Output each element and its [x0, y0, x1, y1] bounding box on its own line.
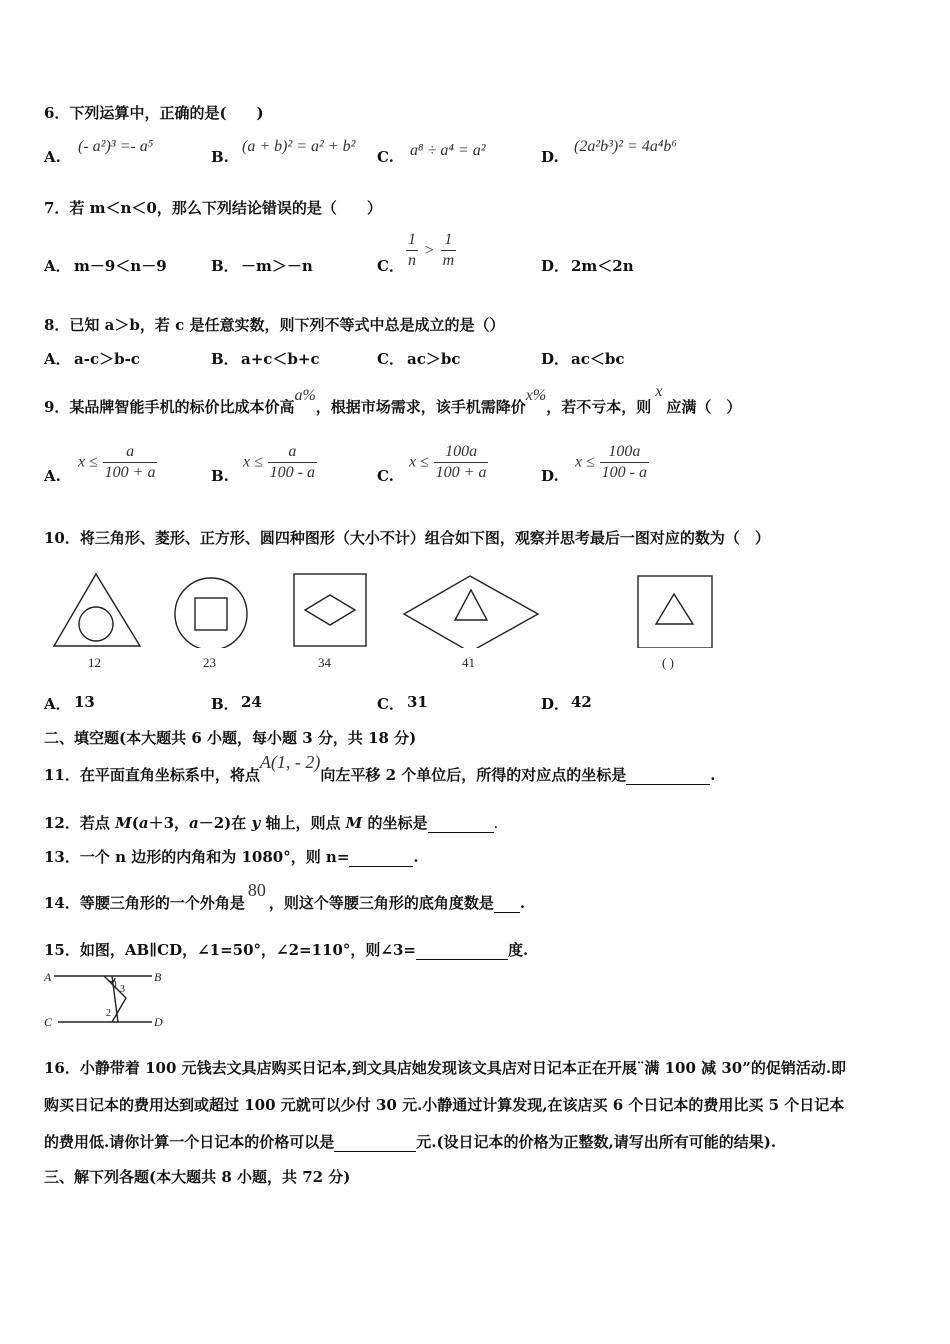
- q16-answer-blank[interactable]: [334, 1133, 416, 1152]
- q8-option-a-text: a-c＞b-c: [74, 350, 140, 368]
- q12-m5: M: [345, 814, 363, 832]
- q10-option-a-text: 13: [74, 693, 95, 711]
- q10-option-c-text: 31: [407, 693, 428, 711]
- q6-option-b-expr: (a + b)² = a² + b²: [242, 138, 356, 155]
- q7-frac-1-num: 1: [406, 230, 418, 251]
- q10-option-b-label: B．: [211, 695, 239, 713]
- q10-fig1-triangle: [54, 574, 140, 646]
- q7-option-a-text: m－9＜n－9: [74, 257, 167, 275]
- q12-m1: M: [115, 814, 132, 832]
- q10-option-d-label: D．: [541, 695, 570, 713]
- q9-option-b-label: B.: [211, 467, 229, 485]
- q11-part2: 向左平移 2 个单位后，所得的对应点的坐标是: [320, 766, 627, 784]
- q9-option-d-expr: [575, 442, 649, 483]
- q9-math-x: x: [655, 383, 663, 400]
- q12-part3: ＋3，: [148, 814, 189, 832]
- q10-fig3-label: 34: [318, 655, 331, 670]
- q10-fig2-square: [195, 598, 227, 630]
- q14-end: .: [519, 894, 526, 912]
- q10-fig5-label: ( ): [662, 655, 674, 670]
- q9-d-num: 100a: [600, 442, 649, 463]
- q8-option-c-text: ac＞bc: [407, 350, 461, 368]
- q16-line3-part1: 的费用低.请你计算一个日记本的价格可以是: [44, 1133, 335, 1151]
- q8-option-d-text: ac＜bc: [571, 350, 625, 368]
- q10-fig5-square: [638, 576, 712, 648]
- q7-frac-1-den: n: [408, 252, 416, 269]
- q14-answer-blank[interactable]: [494, 894, 520, 913]
- q9-math-a-percent: a%: [294, 387, 316, 404]
- q14-angle-80: 80: [247, 880, 266, 900]
- q15-label-1: 1: [113, 980, 118, 991]
- q9-c-lhs: x ≤: [409, 453, 429, 471]
- q12-part4: －2)在: [198, 814, 252, 832]
- q6-option-d-expr: (2a²b³)² = 4a⁴b⁶: [574, 138, 677, 155]
- q10-figure: [44, 568, 724, 648]
- q10-option-b-text: 24: [241, 693, 262, 711]
- q9-option-a-label: A.: [44, 467, 61, 485]
- q9-a-lhs: x ≤: [78, 453, 98, 471]
- q7-option-c-expr: [406, 230, 456, 271]
- q10-fig2-label: 23: [203, 655, 216, 670]
- q9-option-c-expr: [409, 442, 488, 483]
- q8-option-b-label: B．: [211, 350, 239, 368]
- q9-stem-part1: 9．某品牌智能手机的标价比成本价高: [44, 398, 295, 416]
- q10-stem: 10．将三角形、菱形、正方形、圆四种图形（大小不计）组合如下图，观察并思考最后一图对应的数为（ ）: [44, 529, 770, 547]
- q7-frac-2-den: m: [442, 252, 455, 269]
- q9-d-lhs: x ≤: [575, 453, 595, 471]
- q9-c-den: 100 + a: [435, 464, 487, 481]
- q9-b-den: 100 - a: [269, 464, 315, 481]
- q9-option-b-expr: [243, 442, 317, 483]
- q7-option-a-label: A．: [44, 257, 71, 275]
- q16-line2: 购买日记本的费用达到或超过 100 元就可以少付 30 元.小静通过计算发现,在该店买 6 个日记本的费用比买 5 个日记本: [44, 1096, 845, 1114]
- q9-a-frac: [103, 442, 158, 483]
- q9-stem-part2: ，根据市场需求，该手机需降价: [315, 398, 526, 416]
- q11-part1: 11．在平面直角坐标系中，将点: [44, 766, 260, 784]
- q7-frac-2-num: 1: [441, 230, 457, 251]
- q9-option-c-label: C.: [377, 467, 394, 485]
- q6-option-c-expr: a⁸ ÷ a⁴ = a²: [410, 142, 486, 159]
- q9-option-a-expr: [78, 442, 157, 483]
- q13: [44, 846, 419, 867]
- q12-answer-blank[interactable]: [428, 814, 494, 833]
- q7-stem: 7．若 m＜n＜0，那么下列结论错误的是（ ）: [44, 199, 382, 217]
- q9-c-frac: [434, 442, 489, 483]
- q12-m4: y: [251, 814, 261, 832]
- q11-answer-blank[interactable]: [626, 766, 710, 785]
- q7-option-d-text: 2m＜2n: [571, 257, 634, 275]
- q13-end: .: [413, 848, 419, 866]
- q6-option-b-label: B.: [211, 148, 229, 166]
- q10-fig3-diamond: [305, 595, 355, 625]
- q15-label-2: 2: [106, 1008, 111, 1019]
- q8-stem: 8．已知 a＞b，若 c 是任意实数，则下列不等式中总是成立的是（）: [44, 316, 505, 334]
- q9-d-frac: [600, 442, 649, 483]
- section-2-heading: 二、填空题(本大题共 6 小题，每小题 3 分，共 18 分): [44, 729, 417, 747]
- q12-part2: (: [131, 814, 139, 832]
- q15-part1: 15．如图，AB∥CD，∠1=50°，∠2=110°，则∠3=: [44, 941, 416, 959]
- q15-label-d: D: [154, 1015, 163, 1029]
- q14: [44, 880, 525, 914]
- q15-label-3: 3: [120, 984, 125, 995]
- q7-option-b-text: －m＞－n: [241, 257, 313, 275]
- q15-label-c: C: [44, 1015, 53, 1029]
- q8-option-b-text: a+c＜b+c: [241, 350, 320, 368]
- q10-fig4-triangle: [455, 590, 487, 620]
- q10-option-a-label: A．: [44, 695, 71, 713]
- q10-fig1-circle: [79, 607, 113, 641]
- q10-fig4-diamond: [404, 576, 538, 648]
- q16-line3-part2: 元.(设日记本的价格为正整数,请写出所有可能的结果).: [416, 1133, 777, 1151]
- q9-b-frac: [268, 442, 317, 483]
- q6-option-c-label: C.: [377, 148, 394, 166]
- q14-part1: 14．等腰三角形的一个外角是: [44, 894, 245, 912]
- q10-option-c-label: C．: [377, 695, 404, 713]
- q16-line1: 16．小静带着 100 元钱去文具店购买日记本,到文具店她发现该文具店对日记本正在开展¨满 100 减 30”的促销活动.即: [44, 1059, 847, 1077]
- q9-a-num: a: [103, 442, 158, 463]
- q12-part5: 轴上，则点: [260, 814, 346, 832]
- q7-gt-sign: >: [424, 241, 434, 259]
- q10-fig5-triangle: [656, 594, 693, 624]
- q7-frac-1: [406, 230, 418, 271]
- q10-option-d-text: 42: [571, 693, 592, 711]
- q8-option-d-label: D．: [541, 350, 570, 368]
- q12-m2: a: [138, 814, 149, 832]
- q11-point-a: A(1, - 2): [259, 752, 321, 772]
- q7-option-b-label: B．: [211, 257, 239, 275]
- q9-stem: [44, 384, 741, 424]
- q6-option-a-label: A.: [44, 148, 61, 166]
- q10-fig2-circle: [175, 578, 247, 648]
- q9-stem-part4: 应满（ ）: [666, 398, 742, 416]
- q8-option-c-label: C．: [377, 350, 404, 368]
- q10-fig1-label: 12: [88, 655, 101, 670]
- q12-part6: 的坐标是: [362, 814, 428, 832]
- q13-answer-blank[interactable]: [349, 848, 413, 867]
- q13-part1: 13．一个 n 边形的内角和为 1080°，则 n=: [44, 848, 350, 866]
- q15-label-b: B: [154, 970, 162, 984]
- q15-answer-blank[interactable]: [416, 941, 508, 960]
- q15-label-a: A: [44, 970, 52, 984]
- q9-math-x-percent: x%: [525, 387, 547, 404]
- q7-option-c-label: C．: [377, 257, 404, 275]
- q9-c-num: 100a: [434, 442, 489, 463]
- q11-end: .: [710, 766, 716, 784]
- q9-a-den: 100 + a: [104, 464, 156, 481]
- q7-option-d-label: D．: [541, 257, 570, 275]
- q6-option-d-label: D.: [541, 148, 559, 166]
- q12-m3: a: [189, 814, 199, 832]
- q11: [44, 752, 716, 786]
- q15: [44, 939, 528, 960]
- q9-b-num: a: [268, 442, 317, 463]
- q10-fig4-label: 41: [462, 655, 475, 670]
- q12: [44, 812, 498, 833]
- q9-option-d-label: D.: [541, 467, 559, 485]
- q9-d-den: 100 - a: [601, 464, 647, 481]
- q15-figure: [42, 964, 172, 1030]
- q9-b-lhs: x ≤: [243, 453, 263, 471]
- q12-end: .: [493, 814, 499, 832]
- q6-option-a-expr: (- a²)³ =- a⁵: [78, 138, 154, 155]
- q7-frac-2: [441, 230, 457, 271]
- q9-stem-part3: ，若不亏本，则: [546, 398, 652, 416]
- q6-stem: 6．下列运算中，正确的是( ): [44, 104, 264, 122]
- q14-part2: ，则这个等腰三角形的底角度数是: [268, 894, 494, 912]
- q12-part1: 12．若点: [44, 814, 116, 832]
- q8-option-a-label: A．: [44, 350, 71, 368]
- q16-line3: [44, 1131, 776, 1152]
- section-3-heading: 三、解下列各题(本大题共 8 小题，共 72 分): [44, 1168, 351, 1186]
- q15-end: 度.: [507, 941, 529, 959]
